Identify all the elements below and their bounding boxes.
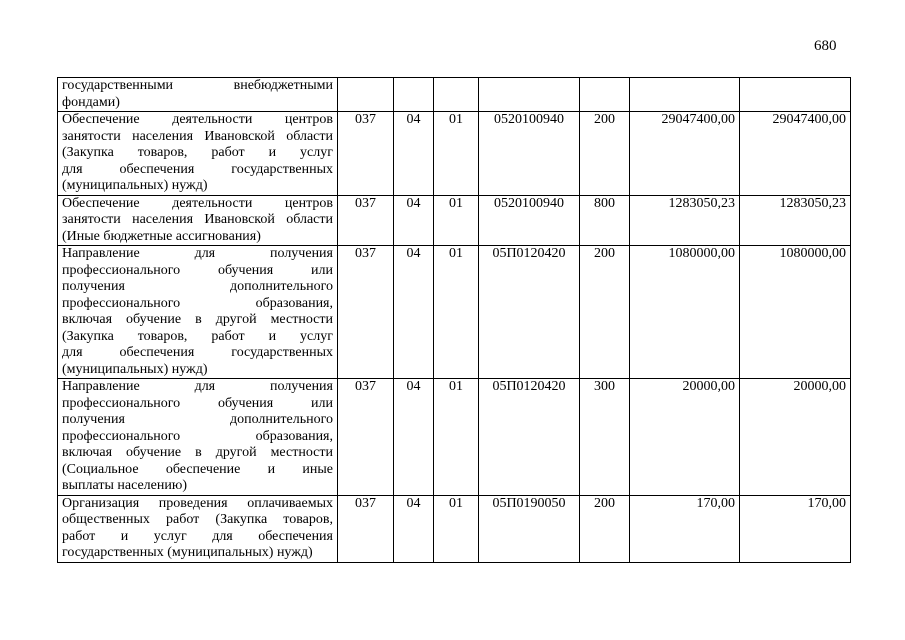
item-name-line: профессионального обучения или <box>62 262 333 278</box>
expense-type-cell <box>580 78 630 112</box>
item-name-line: работ и услуг для обеспечения <box>62 528 333 544</box>
subsection-code-cell: 01 <box>434 112 479 196</box>
item-name-line: профессионального обучения или <box>62 395 333 411</box>
amount-cell: 170,00 <box>740 495 851 562</box>
ministry-code-cell <box>338 78 394 112</box>
item-name-cell <box>58 246 338 379</box>
amount-cell <box>630 78 740 112</box>
item-name-cell <box>58 495 338 562</box>
item-name-line: Направление для получения <box>62 246 333 261</box>
item-name-line: Направление для получения <box>62 379 333 394</box>
subsection-code-cell: 01 <box>434 379 479 496</box>
table-row <box>58 495 851 562</box>
item-name-line: для обеспечения государственных <box>62 345 333 360</box>
item-name-line: включая обучение в другой местности <box>62 445 333 460</box>
ministry-code-cell: 037 <box>338 112 394 196</box>
amount-cell: 1283050,23 <box>740 195 851 246</box>
section-code-cell: 04 <box>394 246 434 379</box>
expense-type-cell: 300 <box>580 379 630 496</box>
table-body <box>58 78 851 563</box>
expense-type-cell: 200 <box>580 112 630 196</box>
table-row <box>58 112 851 196</box>
amount-cell: 170,00 <box>630 495 740 562</box>
target-article-cell: 0520100940 <box>479 195 580 246</box>
item-name-line: для обеспечения государственных <box>62 161 333 177</box>
amount-cell: 29047400,00 <box>630 112 740 196</box>
ministry-code-cell: 037 <box>338 379 394 496</box>
item-name-line: занятости населения Ивановской области <box>62 212 333 227</box>
amount-cell: 20000,00 <box>740 379 851 496</box>
subsection-code-cell <box>434 78 479 112</box>
item-name-line: (Закупка товаров, работ и услуг <box>62 328 333 344</box>
item-name-cell <box>58 112 338 196</box>
section-code-cell: 04 <box>394 112 434 196</box>
amount-cell: 1283050,23 <box>630 195 740 246</box>
table-row <box>58 246 851 379</box>
amount-cell: 29047400,00 <box>740 112 851 196</box>
item-name-line: (Иные бюджетные ассигнования) <box>62 228 261 244</box>
item-name-line: Организация проведения оплачиваемых <box>62 495 333 511</box>
item-name-line: (муниципальных) нужд) <box>62 361 208 377</box>
item-name-line: (Закупка товаров, работ и услуг <box>62 145 333 160</box>
amount-cell <box>740 78 851 112</box>
expense-type-cell: 200 <box>580 246 630 379</box>
item-name-line: Обеспечение деятельности центров <box>62 112 333 127</box>
item-name-cell <box>58 78 338 112</box>
item-name-line: выплаты населению) <box>62 478 187 493</box>
item-name-line: получения дополнительного <box>62 279 333 294</box>
page-number: 680 <box>814 38 837 54</box>
table-row <box>58 195 851 246</box>
target-article-cell: 0520100940 <box>479 112 580 196</box>
table-row <box>58 379 851 496</box>
subsection-code-cell: 01 <box>434 195 479 246</box>
item-name-line: профессионального образования, <box>62 295 333 311</box>
amount-cell: 1080000,00 <box>740 246 851 379</box>
target-article-cell <box>479 78 580 112</box>
expense-type-cell: 800 <box>580 195 630 246</box>
item-name-line: Обеспечение деятельности центров <box>62 195 333 211</box>
subsection-code-cell: 01 <box>434 495 479 562</box>
item-name-line: (муниципальных) нужд) <box>62 178 208 193</box>
section-code-cell <box>394 78 434 112</box>
ministry-code-cell: 037 <box>338 495 394 562</box>
item-name-cell <box>58 379 338 496</box>
section-code-cell: 04 <box>394 195 434 246</box>
section-code-cell: 04 <box>394 379 434 496</box>
subsection-code-cell: 01 <box>434 246 479 379</box>
section-code-cell: 04 <box>394 495 434 562</box>
amount-cell: 20000,00 <box>630 379 740 496</box>
item-name-line: общественных работ (Закупка товаров, <box>62 512 333 527</box>
item-name-line: получения дополнительного <box>62 412 333 427</box>
item-name-line: государственных (муниципальных) нужд) <box>62 545 313 560</box>
budget-table <box>57 77 851 563</box>
item-name-line: включая обучение в другой местности <box>62 312 333 327</box>
ministry-code-cell: 037 <box>338 246 394 379</box>
amount-cell: 1080000,00 <box>630 246 740 379</box>
table-row <box>58 78 851 112</box>
item-name-line: (Социальное обеспечение и иные <box>62 461 333 477</box>
target-article-cell: 05П0120420 <box>479 246 580 379</box>
item-name-line: профессионального образования, <box>62 428 333 444</box>
item-name-line: государственными внебюджетными <box>62 78 333 93</box>
target-article-cell: 05П0190050 <box>479 495 580 562</box>
item-name-line: фондами) <box>62 94 120 110</box>
item-name-line: занятости населения Ивановской области <box>62 128 333 144</box>
item-name-cell <box>58 195 338 246</box>
target-article-cell: 05П0120420 <box>479 379 580 496</box>
expense-type-cell: 200 <box>580 495 630 562</box>
ministry-code-cell: 037 <box>338 195 394 246</box>
